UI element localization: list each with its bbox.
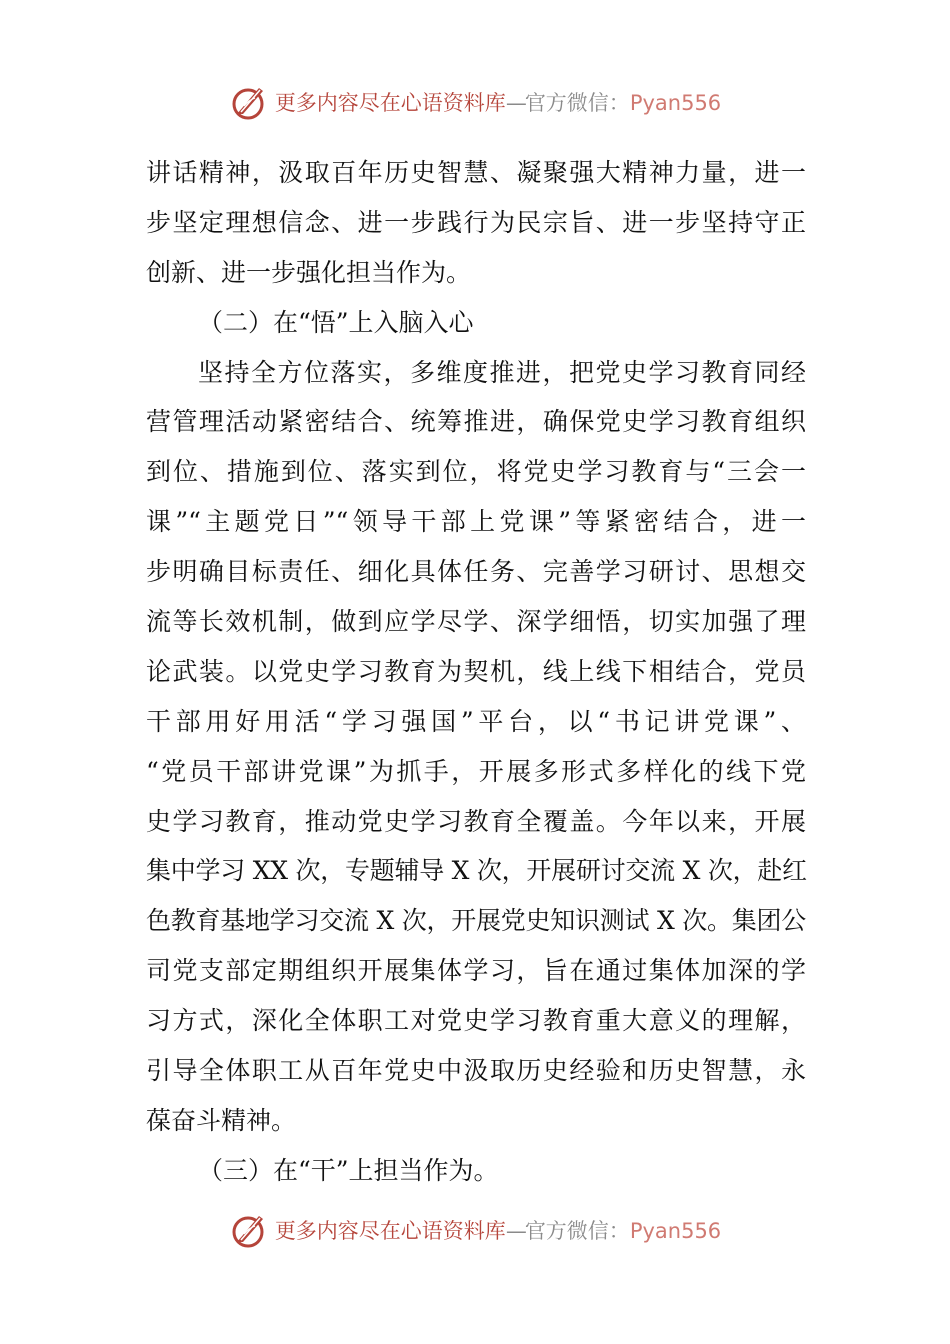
section-heading-2: （二）在“悟”上入脑入心: [198, 307, 474, 337]
watermark-text: [275, 87, 721, 117]
watermark-dash: —: [505, 91, 525, 115]
paragraph-line: 色教育基地学习交流 X 次，开展党史知识测试 X 次。集团公: [146, 906, 806, 936]
watermark-main: 更多内容尽在心语资料库: [274, 91, 506, 115]
paragraph-line: 步明确目标责任、细化具体任务、完善学习研讨、思想交: [146, 557, 806, 587]
paragraph-line: 集中学习 XX 次，专题辅导 X 次，开展研讨交流 X 次，赴红: [146, 856, 807, 886]
watermark-wechat-label: 官方微信：: [524, 1219, 630, 1243]
paragraph-line: 论武装。以党史学习教育为契机，线上线下相结合，党员: [146, 656, 806, 686]
section-heading-3: （三）在“干”上担当作为。: [198, 1155, 499, 1185]
paragraph-line: 讲话精神，汲取百年历史智慧、凝聚强大精神力量，进一: [146, 158, 806, 187]
paragraph-line: 引导全体职工从百年党史中汲取历史经验和历史智慧，永: [146, 1056, 806, 1086]
paragraph-line: 步坚定理想信念、进一步践行为民宗旨、进一步坚持守正: [146, 207, 806, 237]
paragraph-line: 司党支部定期组织开展集体学习，旨在通过集体加深的学: [146, 956, 806, 986]
paragraph-line: 习方式，深化全体职工对党史学习教育重大意义的理解，: [146, 1006, 806, 1036]
document-body: [146, 148, 806, 1196]
paragraph-line: 创新、进一步强化担当作为。: [146, 257, 472, 287]
paragraph-line: 课”“主题党日”“领导干部上党课”等紧密结合，进一: [146, 507, 806, 537]
watermark-wechat-id: Pyan556: [629, 1219, 722, 1243]
quill-logo-icon: [229, 1210, 269, 1250]
paragraph-line: 营管理活动紧密结合、统筹推进，确保党史学习教育组织: [146, 407, 806, 437]
paragraph-line: “党员干部讲党课”为抓手，开展多形式多样化的线下党: [146, 756, 806, 786]
paragraph-line: 到位、措施到位、落实到位，将党史学习教育与“三会一: [146, 457, 806, 487]
header-watermark: [0, 80, 950, 124]
quill-logo-icon: [229, 82, 269, 122]
paragraph-line: 流等长效机制，做到应学尽学、深学细悟，切实加强了理: [146, 607, 806, 637]
watermark-dash: —: [505, 1219, 525, 1243]
paragraph-line: 坚持全方位落实，多维度推进，把党史学习教育同经: [198, 357, 806, 387]
footer-watermark: [0, 1208, 950, 1252]
watermark-text: [275, 1215, 721, 1245]
watermark-main: 更多内容尽在心语资料库: [274, 1219, 506, 1243]
paragraph-line: 史学习教育，推动党史学习教育全覆盖。今年以来，开展: [146, 806, 806, 836]
paragraph-line: 干部用好用活“学习强国”平台，以“书记讲党课”、: [146, 706, 806, 736]
watermark-wechat-id: Pyan556: [629, 91, 722, 115]
watermark-wechat-label: 官方微信：: [524, 91, 630, 115]
paragraph-line: 葆奋斗精神。: [146, 1105, 297, 1135]
